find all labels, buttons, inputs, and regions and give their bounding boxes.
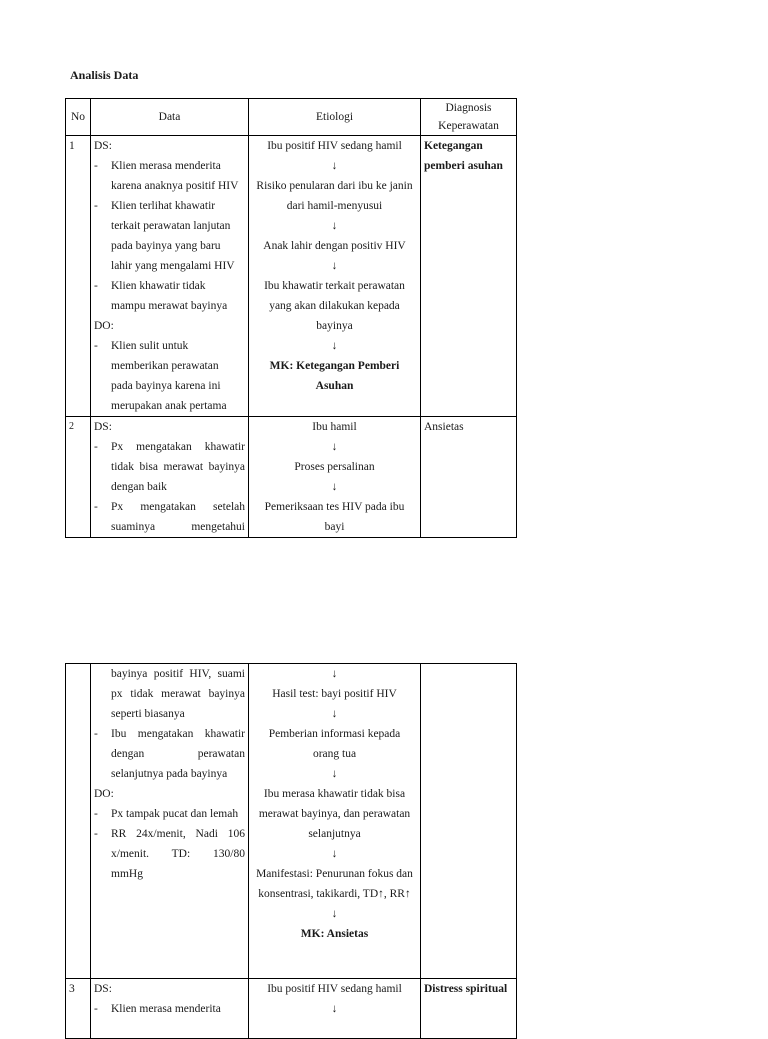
do-label: DO: bbox=[94, 788, 114, 800]
etiologi-step: bayi bbox=[324, 521, 345, 533]
masalah-keperawatan: MK: Ansietas bbox=[300, 928, 369, 940]
list-item: - Klien merasa menderita bbox=[94, 1003, 221, 1015]
diagnosis-cell: Distress spiritual bbox=[421, 979, 517, 1039]
down-arrow-icon: ↓ bbox=[331, 481, 338, 493]
etiologi-cell bbox=[249, 136, 421, 417]
etiologi-step: bayinya bbox=[316, 320, 353, 332]
etiologi-step: merawat bayinya, dan perawatan bbox=[258, 808, 411, 820]
etiologi-step: Proses persalinan bbox=[294, 461, 375, 473]
etiologi-cell bbox=[249, 664, 421, 979]
list-item: - Klien sulit untuk memberikan perawatan pada bayinya karena ini merupakan anak pertama bbox=[94, 340, 227, 412]
ds-label: DS: bbox=[94, 421, 112, 433]
list-item: - Px mengatakan khawatir tidak bisa merawat bayinya dengan baik bbox=[94, 441, 245, 493]
list-item: - Klien khawatir tidak mampu merawat bayinya bbox=[94, 280, 228, 312]
etiologi-step: Ibu khawatir terkait perawatan bbox=[264, 280, 405, 292]
analysis-table bbox=[65, 98, 517, 538]
row-number bbox=[66, 664, 91, 979]
diagnosis-cell bbox=[421, 664, 517, 979]
down-arrow-icon: ↓ bbox=[331, 160, 338, 172]
table-row bbox=[66, 664, 517, 979]
down-arrow-icon: ↓ bbox=[331, 1003, 338, 1015]
etiologi-step: Ibu hamil bbox=[312, 421, 357, 433]
do-label: DO: bbox=[94, 320, 114, 332]
header-data: Data bbox=[91, 99, 249, 136]
list-item: - RR 24x/menit, Nadi 106 x/menit. TD: 130/80 mmHg bbox=[94, 828, 245, 880]
down-arrow-icon: ↓ bbox=[331, 260, 338, 272]
list-item: - Klien terlihat khawatir terkait perawatan lanjutan pada bayinya yang baru lahir yang mengalami HIV bbox=[94, 200, 235, 272]
etiologi-step: dari hamil-menyusui bbox=[286, 200, 383, 212]
data-cell bbox=[91, 136, 249, 417]
header-no: No bbox=[66, 99, 91, 136]
down-arrow-icon: ↓ bbox=[331, 848, 338, 860]
etiologi-step: Pemeriksaan tes HIV pada ibu bbox=[264, 501, 405, 513]
down-arrow-icon: ↓ bbox=[331, 668, 338, 680]
down-arrow-icon: ↓ bbox=[331, 768, 338, 780]
etiologi-step: Ibu merasa khawatir tidak bisa bbox=[263, 788, 406, 800]
down-arrow-icon: ↓ bbox=[331, 220, 338, 232]
list-item: - Px tampak pucat dan lemah bbox=[94, 808, 239, 820]
etiologi-step: Manifestasi: Penurunan fokus dan bbox=[256, 868, 413, 880]
row-number: 1 bbox=[66, 136, 91, 417]
data-cell bbox=[91, 979, 249, 1039]
list-item: - Px mengatakan setelah suaminya mengetahui bbox=[94, 501, 245, 533]
etiologi-step: selanjutnya bbox=[308, 828, 361, 840]
down-arrow-icon: ↓ bbox=[331, 441, 338, 453]
analysis-table-continued bbox=[65, 663, 517, 1039]
etiologi-step: orang tua bbox=[312, 748, 357, 760]
header-diagnosis: Diagnosis Keperawatan bbox=[421, 99, 517, 136]
table-header-row bbox=[66, 99, 517, 136]
row-number: 3 bbox=[66, 979, 91, 1039]
down-arrow-icon: ↓ bbox=[331, 908, 338, 920]
etiologi-step: konsentrasi, takikardi, TD↑, RR↑ bbox=[258, 888, 411, 900]
masalah-keperawatan: MK: Ketegangan Pemberi bbox=[269, 360, 400, 372]
table-row bbox=[66, 136, 517, 417]
down-arrow-icon: ↓ bbox=[331, 708, 338, 720]
header-etiologi: Etiologi bbox=[249, 99, 421, 136]
down-arrow-icon: ↓ bbox=[331, 340, 338, 352]
table-row bbox=[66, 979, 517, 1039]
etiologi-cell bbox=[249, 979, 421, 1039]
etiologi-step: Ibu positif HIV sedang hamil bbox=[267, 983, 402, 995]
etiologi-step: Hasil test: bayi positif HIV bbox=[272, 688, 397, 700]
list-item: - Ibu mengatakan khawatir dengan perawatan selanjutnya pada bayinya bbox=[94, 728, 245, 780]
row-number: 2 bbox=[66, 417, 91, 538]
etiologi-step: Risiko penularan dari ibu ke janin bbox=[256, 180, 413, 192]
ds-label: DS: bbox=[94, 983, 112, 995]
diagnosis-cell: Ansietas bbox=[421, 417, 517, 538]
masalah-keperawatan: Asuhan bbox=[315, 380, 354, 392]
diagnosis-cell: Ketegangan pemberi asuhan bbox=[421, 136, 517, 417]
data-cell bbox=[91, 417, 249, 538]
etiologi-step: yang akan dilakukan kepada bbox=[269, 300, 400, 312]
etiologi-step: Anak lahir dengan positiv HIV bbox=[263, 240, 406, 252]
data-cell: bayinya positif HIV, suami px tidak merawat bayinya seperti biasanya - Ibu mengatakan khawatir dengan perawatan selanjutnya pada bayinya DO: - Px tampak pucat dan lemah - RR 24x/menit, Nadi 106 x/menit. TD: 130/80 mmHg bbox=[91, 664, 249, 979]
page-title: Analisis Data bbox=[70, 68, 139, 82]
etiologi-step: Ibu positif HIV sedang hamil bbox=[267, 140, 402, 152]
ds-label: DS: bbox=[94, 140, 112, 152]
list-item: - Klien merasa menderita karena anaknya positif HIV bbox=[94, 160, 239, 192]
etiologi-cell bbox=[249, 417, 421, 538]
etiologi-step: Pemberian informasi kepada bbox=[268, 728, 401, 740]
table-row bbox=[66, 417, 517, 538]
